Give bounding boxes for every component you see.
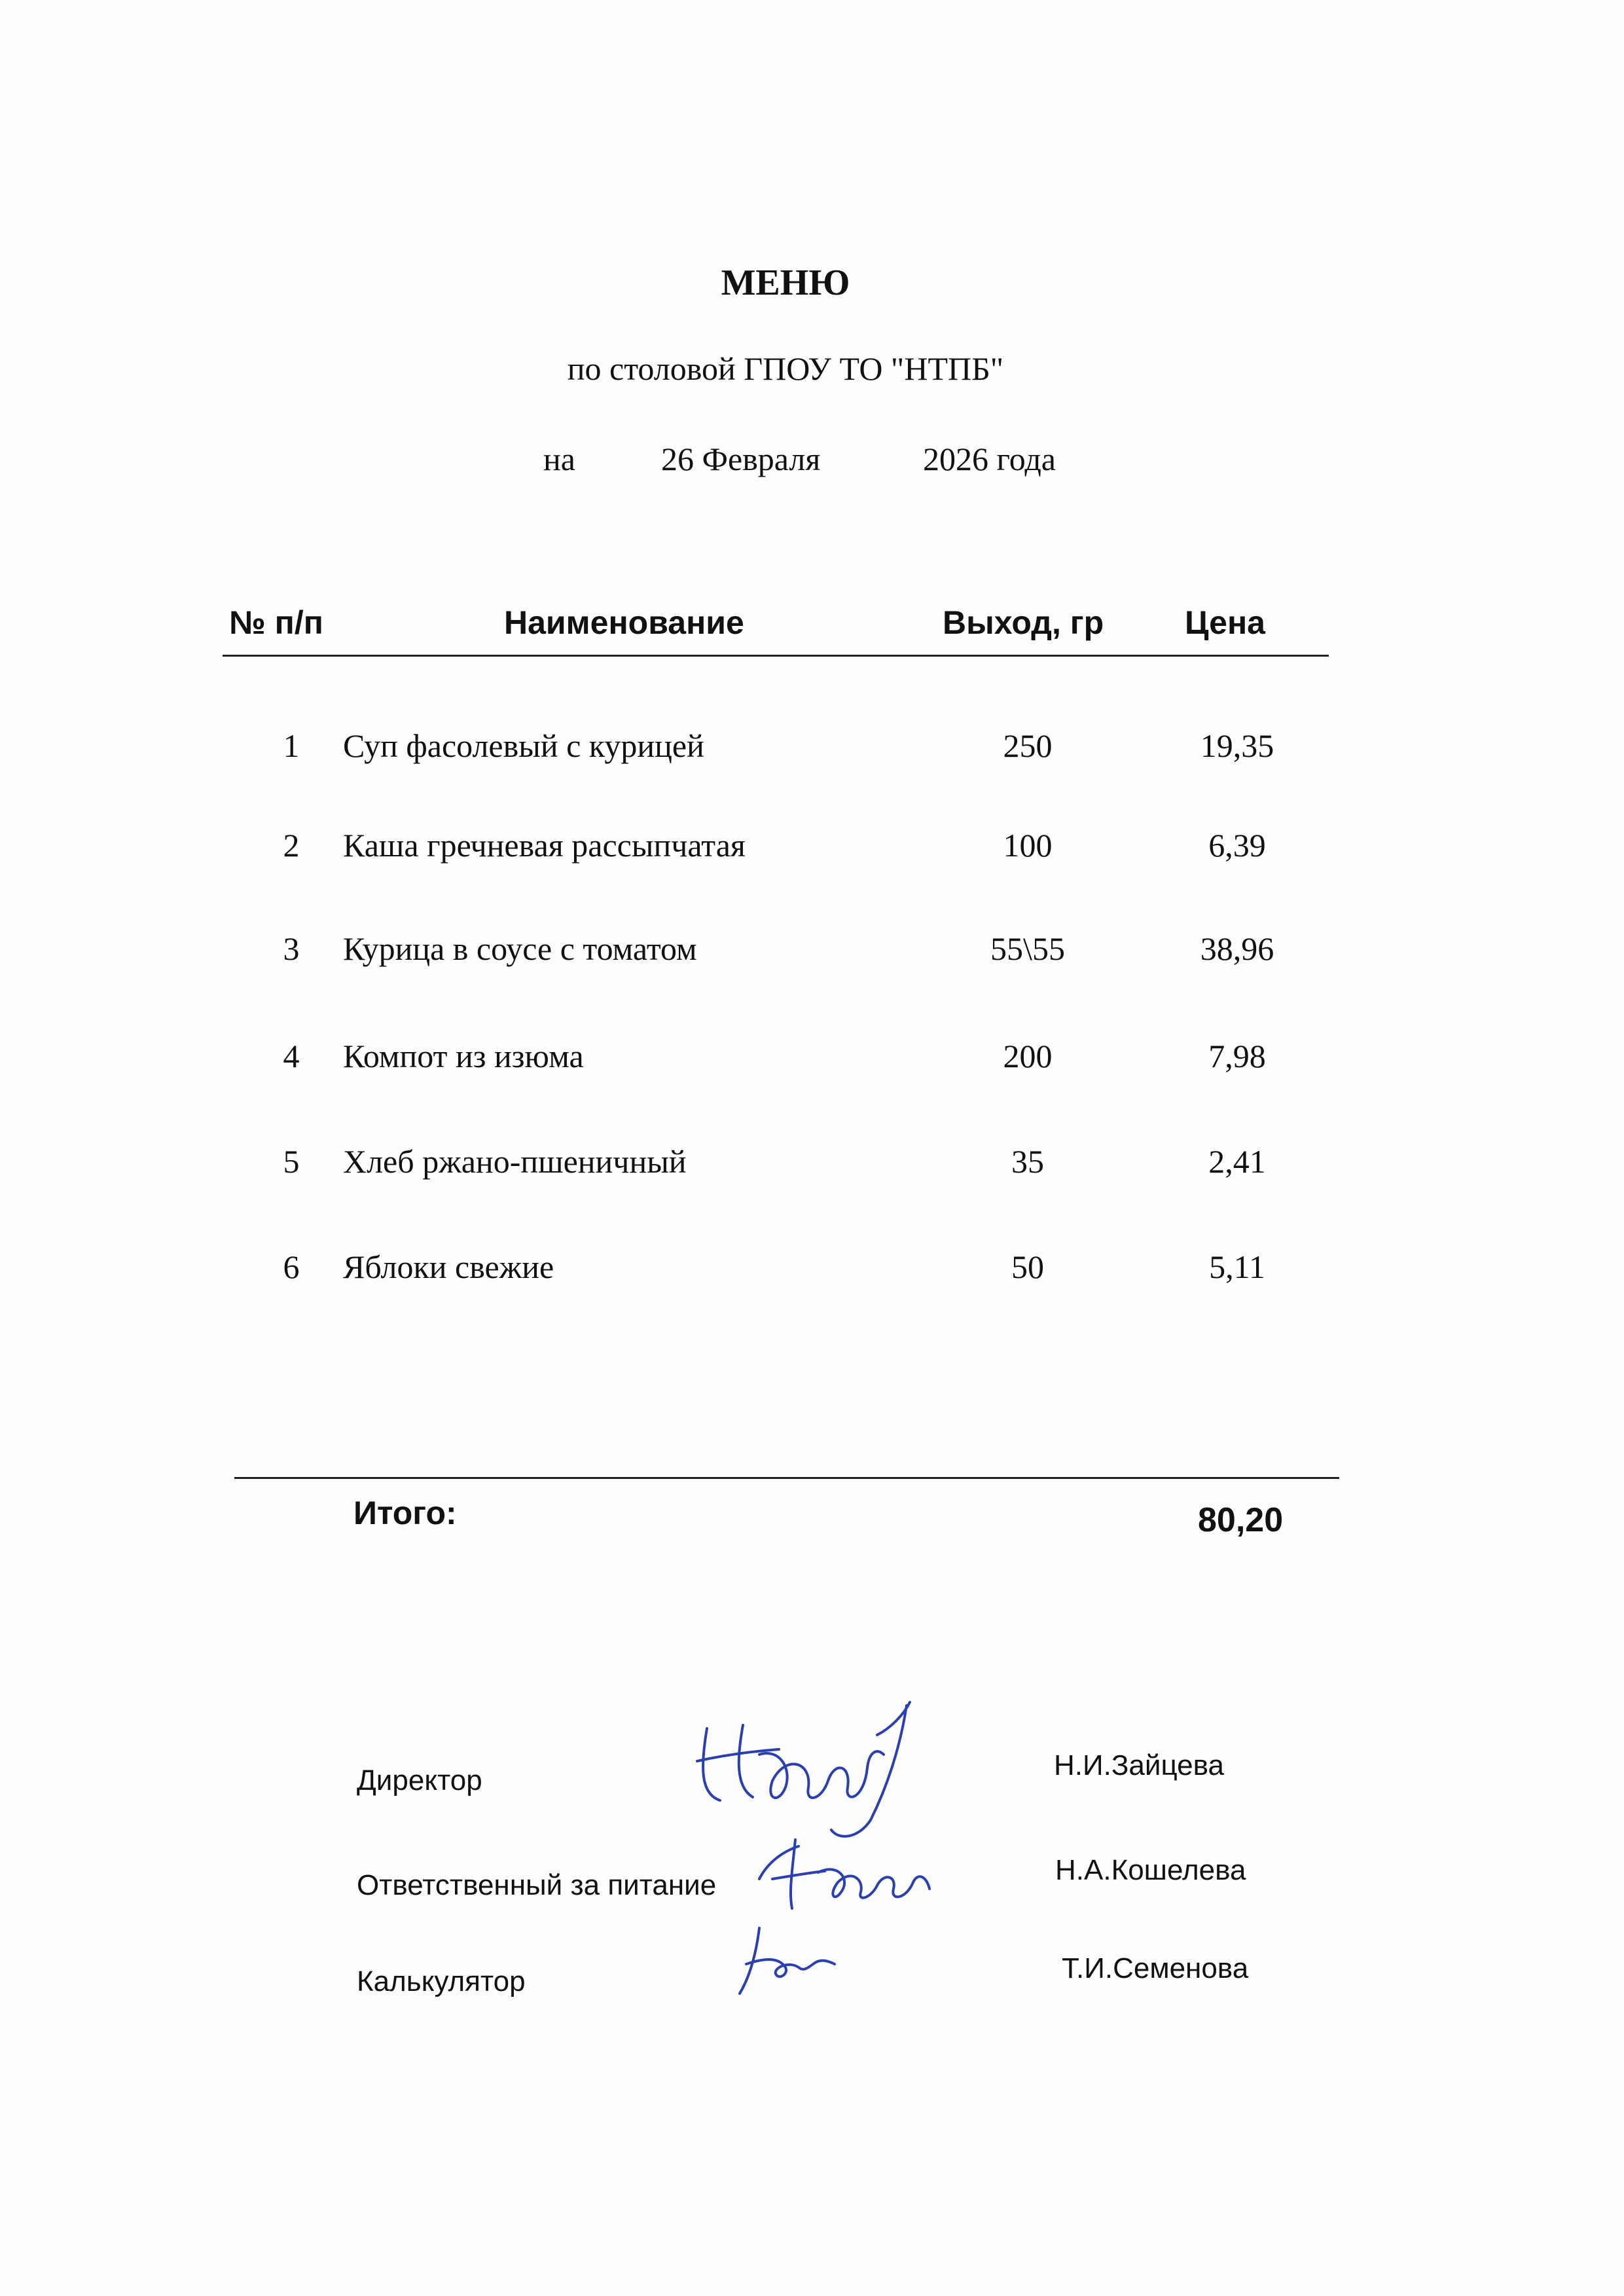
table-row bbox=[0, 1248, 1624, 1300]
dish-price: 5,11 bbox=[1209, 1248, 1265, 1285]
total-divider bbox=[234, 1477, 1339, 1479]
column-header-number: № п/п bbox=[229, 604, 323, 641]
signature-role-calculator: Калькулятор bbox=[357, 1965, 526, 1997]
dish-price: 7,98 bbox=[1208, 1038, 1266, 1074]
page-subtitle: по столовой ГПОУ ТО "НТПБ" bbox=[567, 350, 1004, 387]
dish-name: Каша гречневая рассыпчатая bbox=[343, 827, 746, 864]
dish-price: 6,39 bbox=[1208, 827, 1266, 864]
row-number: 4 bbox=[283, 1038, 300, 1074]
dish-output: 200 bbox=[1003, 1038, 1053, 1074]
row-number: 2 bbox=[283, 827, 300, 864]
row-number: 3 bbox=[283, 930, 300, 967]
column-header-price: Цена bbox=[1185, 604, 1265, 641]
dish-price: 19,35 bbox=[1200, 727, 1274, 764]
row-number: 1 bbox=[283, 727, 300, 764]
dish-name: Хлеб ржано-пшеничный bbox=[343, 1143, 687, 1180]
date-day: 26 Февраля bbox=[661, 441, 821, 477]
signature-name-director: Н.И.Зайцева bbox=[1054, 1749, 1225, 1781]
dish-price: 2,41 bbox=[1208, 1143, 1266, 1180]
column-header-output: Выход, гр bbox=[943, 604, 1104, 641]
row-number: 5 bbox=[283, 1143, 300, 1180]
dish-name: Компот из изюма bbox=[343, 1038, 584, 1074]
dish-name: Суп фасолевый с курицей bbox=[343, 727, 704, 764]
row-number: 6 bbox=[283, 1248, 300, 1285]
dish-name: Яблоки свежие bbox=[343, 1248, 554, 1285]
dish-output: 250 bbox=[1003, 727, 1053, 764]
dish-output: 50 bbox=[1011, 1248, 1044, 1285]
total-label: Итого: bbox=[353, 1495, 457, 1531]
page-title: МЕНЮ bbox=[721, 263, 850, 303]
signature-role-director: Директор bbox=[357, 1764, 482, 1796]
signature-role-nutrition: Ответственный за питание bbox=[357, 1869, 717, 1901]
date-year: 2026 года bbox=[923, 441, 1056, 477]
date-prefix: на bbox=[543, 441, 575, 477]
table-row bbox=[0, 1037, 1624, 1089]
total-value: 80,20 bbox=[1198, 1501, 1284, 1539]
header-divider bbox=[223, 655, 1329, 657]
signature-name-calculator: Т.И.Семенова bbox=[1062, 1952, 1249, 1984]
dish-output: 55\55 bbox=[990, 930, 1065, 967]
dish-output: 35 bbox=[1011, 1143, 1044, 1180]
calculator-signature bbox=[727, 1918, 844, 2003]
signature-name-nutrition: Н.А.Кошелева bbox=[1055, 1854, 1246, 1886]
dish-price: 38,96 bbox=[1200, 930, 1274, 967]
nutrition-signature bbox=[746, 1827, 943, 1925]
dish-name: Курица в соусе с томатом bbox=[343, 930, 697, 967]
dish-output: 100 bbox=[1003, 827, 1053, 864]
table-row bbox=[0, 930, 1624, 982]
column-header-name: Наименование bbox=[504, 604, 744, 641]
table-row bbox=[0, 1142, 1624, 1195]
table-row bbox=[0, 727, 1624, 779]
director-signature bbox=[681, 1689, 929, 1846]
table-row bbox=[0, 826, 1624, 879]
